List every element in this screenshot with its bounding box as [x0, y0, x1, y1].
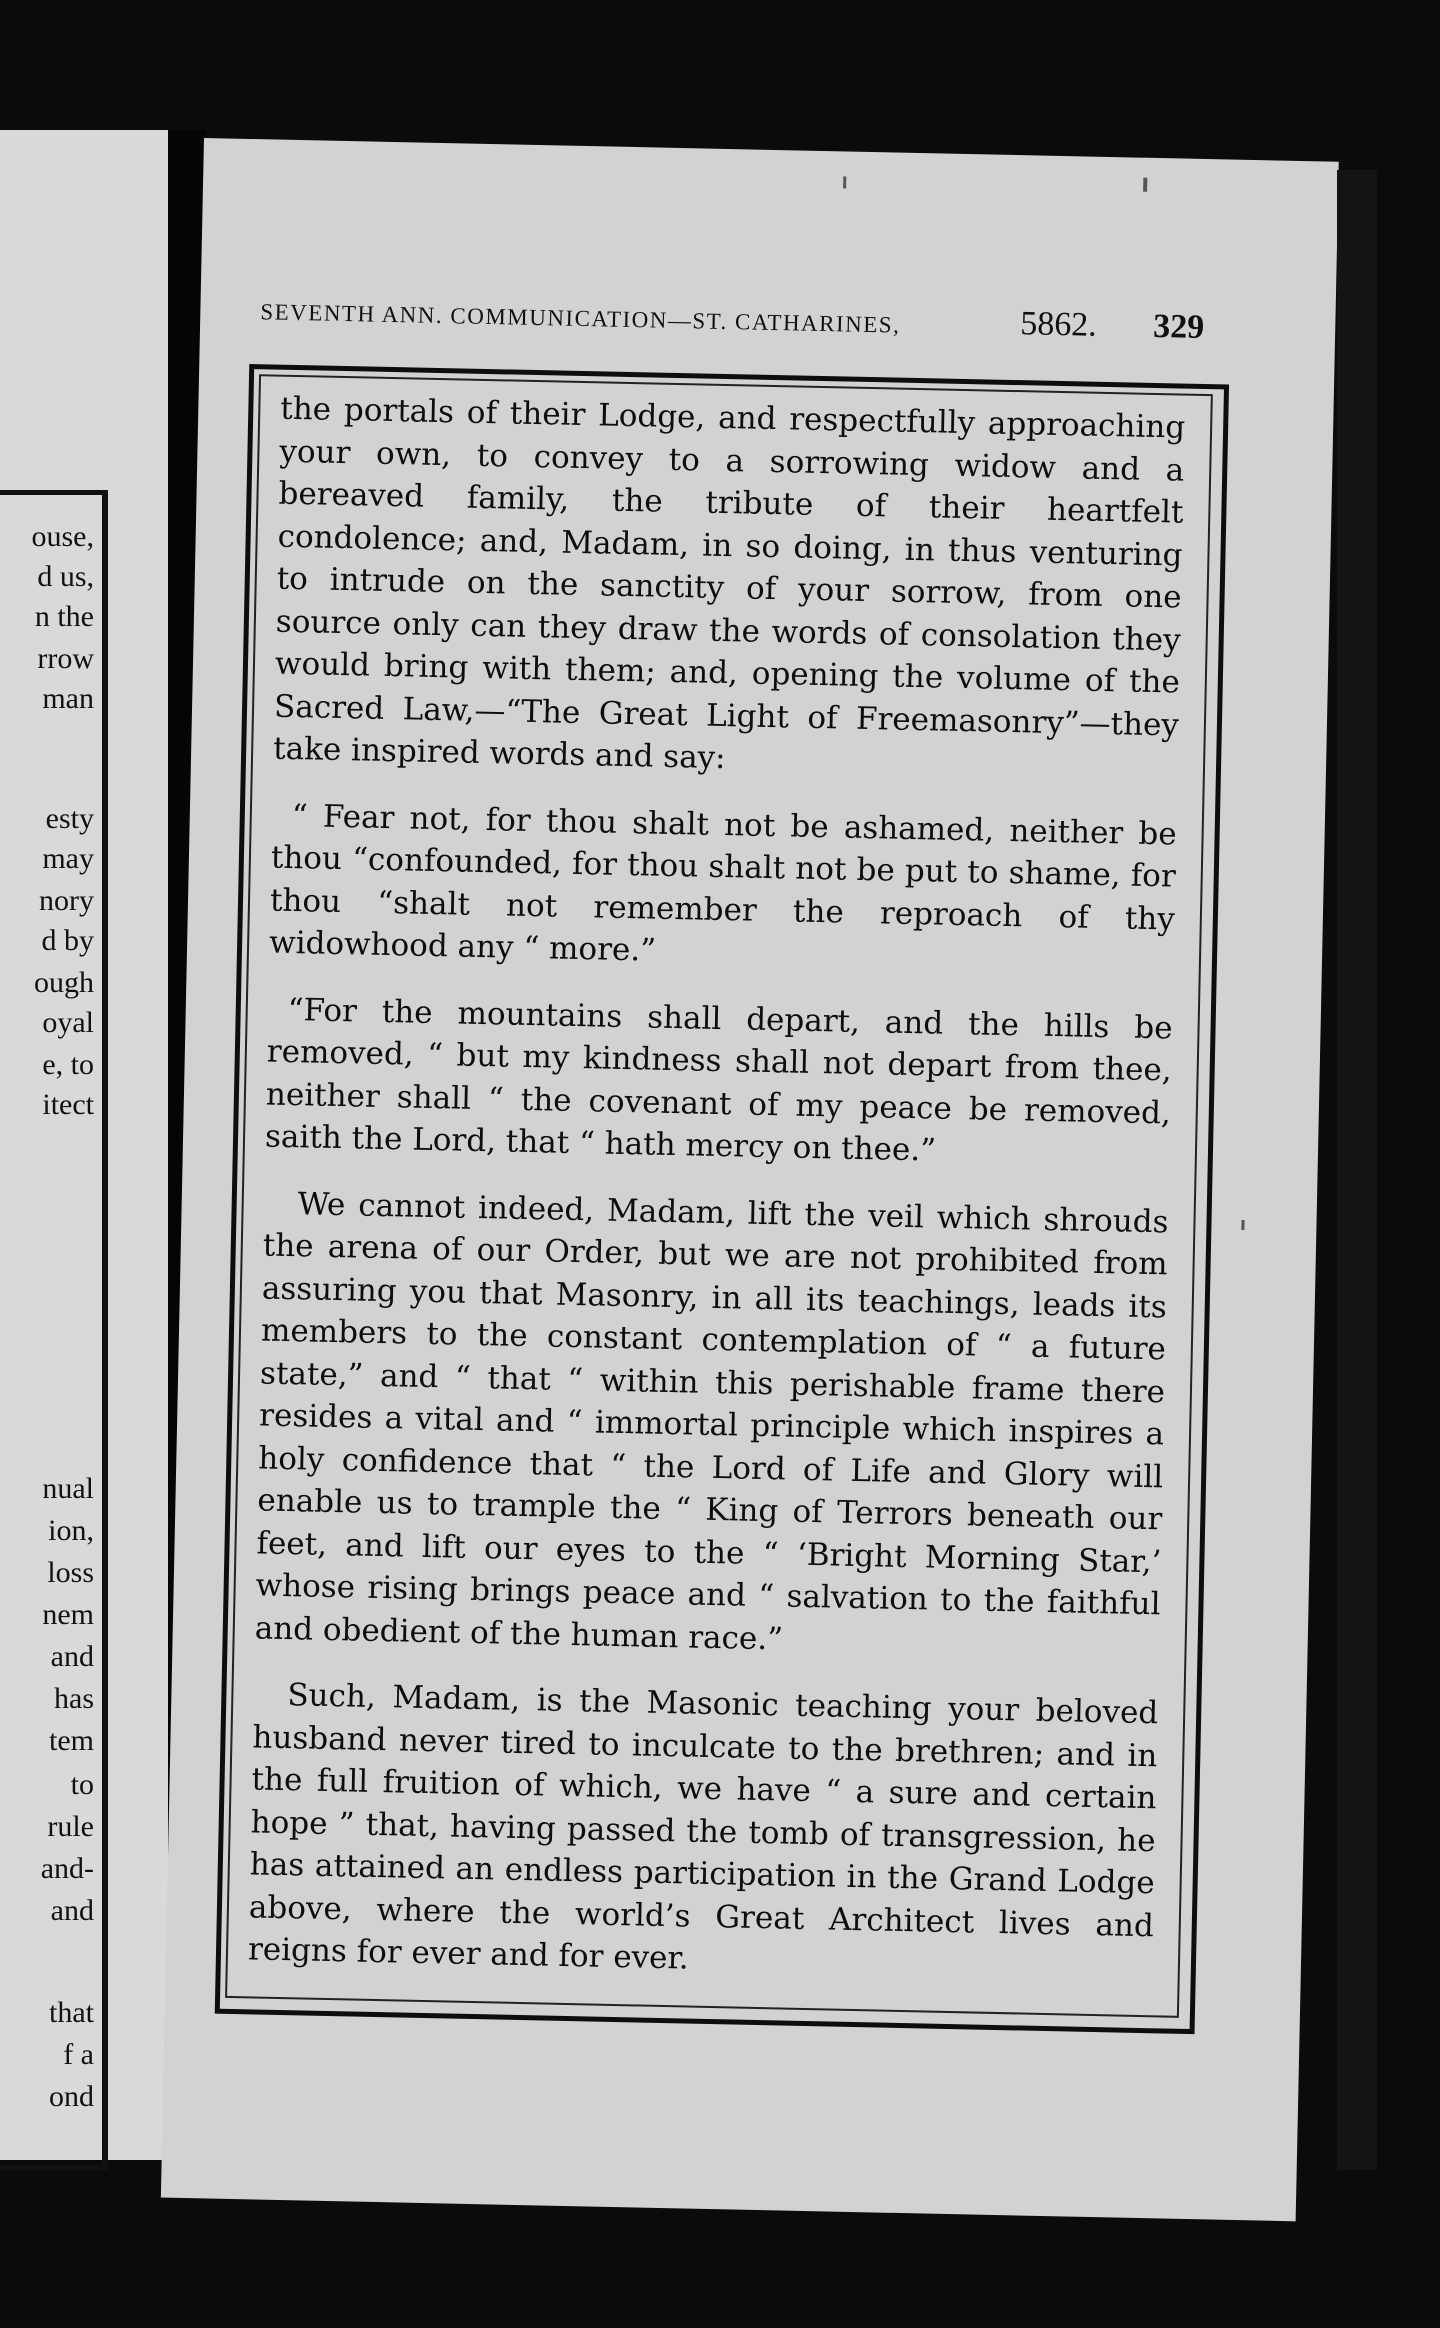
- left-fragment: to: [70, 1768, 94, 1801]
- running-head: [260, 299, 1260, 346]
- paragraph-opening: the portals of their Lodge, and respectfully approaching your own, to convey to a sorrowing widow and a bereaved family, the tribute of their heartfelt condolence; and, Madam, in so doing, in thus venturing to intrude on the sanctity of your sorrow, from one source only can they draw the words of consolation they would bring with them; and, opening the volume of the Sacred Law,—“The Great Light of Freemasonry”—they take inspired words and say:: [272, 390, 1186, 777]
- right-page: [161, 138, 1339, 2221]
- letter-body: [247, 388, 1185, 2014]
- scripture-quote-1: “ Fear not, for thou shalt not be ashamed, neither be thou “confounded, for thou shalt not be put to shame, for thou “shalt not remember the reproach of thy widowhood any “ more.”: [268, 797, 1178, 969]
- page-speck: [843, 176, 846, 188]
- page-number: 329: [1152, 307, 1205, 346]
- left-fragment: ough: [34, 966, 94, 999]
- left-fragment: nual: [42, 1472, 94, 1505]
- scripture-quote-2: “For the mountains shall depart, and the hills be removed, “ but my kindness shall not depart from thee, neither shall “ the covenant of my peace be removed, saith the Lord, that “ hath mercy on thee.”: [264, 991, 1173, 1169]
- left-fragment: tem: [49, 1724, 94, 1757]
- left-fragment: that: [49, 1996, 94, 2029]
- left-fragment: nory: [39, 884, 94, 917]
- left-fragment: may: [42, 842, 94, 875]
- left-fragment: itect: [42, 1088, 94, 1121]
- left-fragment: rrow: [37, 642, 94, 675]
- left-fragment: e, to: [42, 1048, 94, 1081]
- left-fragment: ond: [49, 2080, 94, 2113]
- left-fragment: man: [42, 682, 94, 715]
- left-page: [0, 130, 182, 2160]
- left-fragment: ion,: [48, 1514, 94, 1547]
- left-fragment: esty: [45, 802, 94, 835]
- running-head-title: SEVENTH ANN. COMMUNICATION—ST. CATHARINES,: [260, 299, 901, 338]
- left-fragment: and-: [40, 1852, 94, 1885]
- left-fragment: f a: [63, 2038, 94, 2071]
- left-fragment: has: [54, 1682, 94, 1715]
- left-fragment: ouse,: [31, 520, 94, 553]
- left-fragment: d by: [41, 924, 94, 957]
- left-fragment: n the: [34, 600, 94, 633]
- page-speck: [1241, 1220, 1244, 1230]
- left-fragment: and: [50, 1894, 94, 1927]
- paragraph-closing: Such, Madam, is the Masonic teaching your beloved husband never tired to inculcate to the brethren; and in the full fruition of which, we have “ a sure and certain hope ” that, having passed the tomb of transgression, he has attained an endless participation in the Grand Lodge above, where the world’s Great Architect lives and reigns for ever and for ever.: [247, 1677, 1159, 1977]
- left-fragment: loss: [47, 1556, 94, 1589]
- paragraph-masonry: We cannot indeed, Madam, lift the veil which shrouds the arena of our Order, but we are not prohibited from assuring you that Masonry, in all its teachings, leads its members to the constant contemplation of “ a future state,” and “ that “ within this perishable frame there resides a vital and “ immortal principle which inspires a holy confidence that “ the Lord of Life and Glory will enable us to trample the “ King of Terrors beneath our feet, and lift our eyes to the “ ‘Bright Morning Star,’ whose rising brings peace and “ salvation to the faithful and obedient of the human race.”: [254, 1185, 1169, 1657]
- running-head-year: 5862.: [1019, 305, 1098, 344]
- left-fragment: nem: [42, 1598, 94, 1631]
- left-fragment: and: [50, 1640, 94, 1673]
- left-fragment: d us,: [37, 560, 94, 593]
- left-fragment: oyal: [42, 1006, 94, 1039]
- page-edge-shadow: [1337, 170, 1377, 2170]
- page-speck: [1143, 178, 1147, 192]
- left-fragment: rule: [47, 1810, 94, 1843]
